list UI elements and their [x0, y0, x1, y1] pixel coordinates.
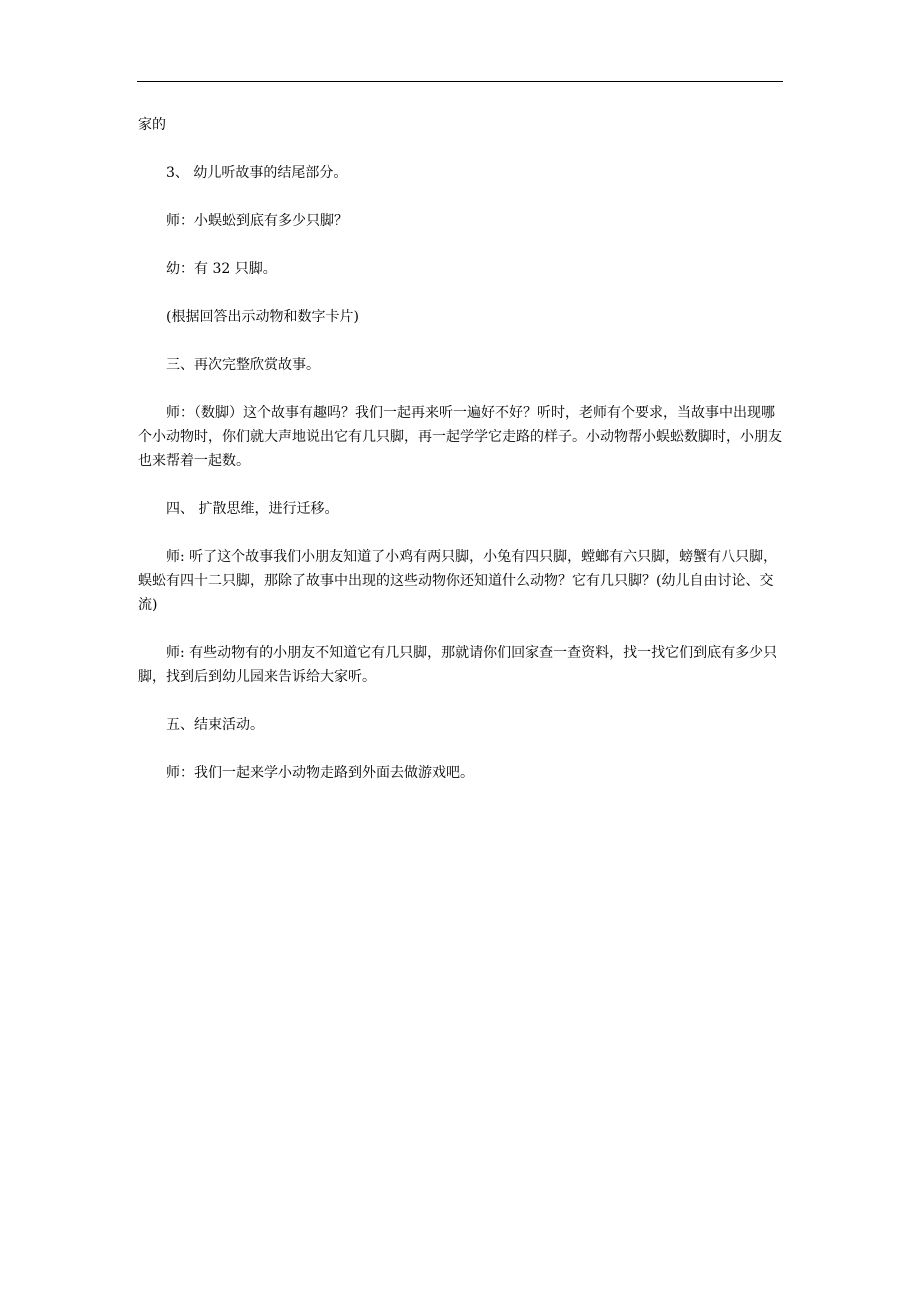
header-rule — [137, 81, 783, 82]
paragraph-step-3: 3、 幼儿听故事的结尾部分。 — [166, 165, 348, 181]
document-body — [138, 113, 786, 809]
paragraph-teacher-question: 师：小蜈蚣到底有多少只脚？ — [166, 213, 348, 229]
paragraph-child-answer: 幼：有 32 只脚。 — [166, 261, 277, 277]
section-heading-4: 四、 扩散思维，进行迁移。 — [166, 501, 339, 517]
paragraph-teacher-closing: 师：我们一起来学小动物走路到外面去做游戏吧。 — [166, 765, 474, 781]
section-heading-5: 五、结束活动。 — [166, 717, 264, 733]
paragraph-continuation: 家的 — [138, 117, 166, 133]
section-heading-3: 三、再次完整欣赏故事。 — [166, 357, 320, 373]
paragraph-teacher-homework: 师: 有些动物有的小朋友不知道它有几只脚，那就请你们回家查一查资料，找一找它们到底有多少只脚，找到后到幼儿园来告诉给大家听。 — [138, 645, 778, 685]
paragraph-note-cards: (根据回答出示动物和数字卡片) — [166, 309, 359, 325]
paragraph-teacher-extend: 师: 听了这个故事我们小朋友知道了小鸡有两只脚，小兔有四只脚，螳螂有六只脚，螃蟹有八只脚，蜈蚣有四十二只脚，那除了故事中出现的这些动物你还知道什么动物？它有几只脚？(幼儿自由讨论、交流) — [138, 549, 778, 613]
paragraph-teacher-retell: 师：（数脚）这个故事有趣吗？我们一起再来听一遍好不好？听时，老师有个要求，当故事中出现哪个小动物时，你们就大声地说出它有几只脚，再一起学学它走路的样子。小动物帮小蜈蚣数脚时，小朋友也来帮着一起数。 — [138, 405, 782, 469]
